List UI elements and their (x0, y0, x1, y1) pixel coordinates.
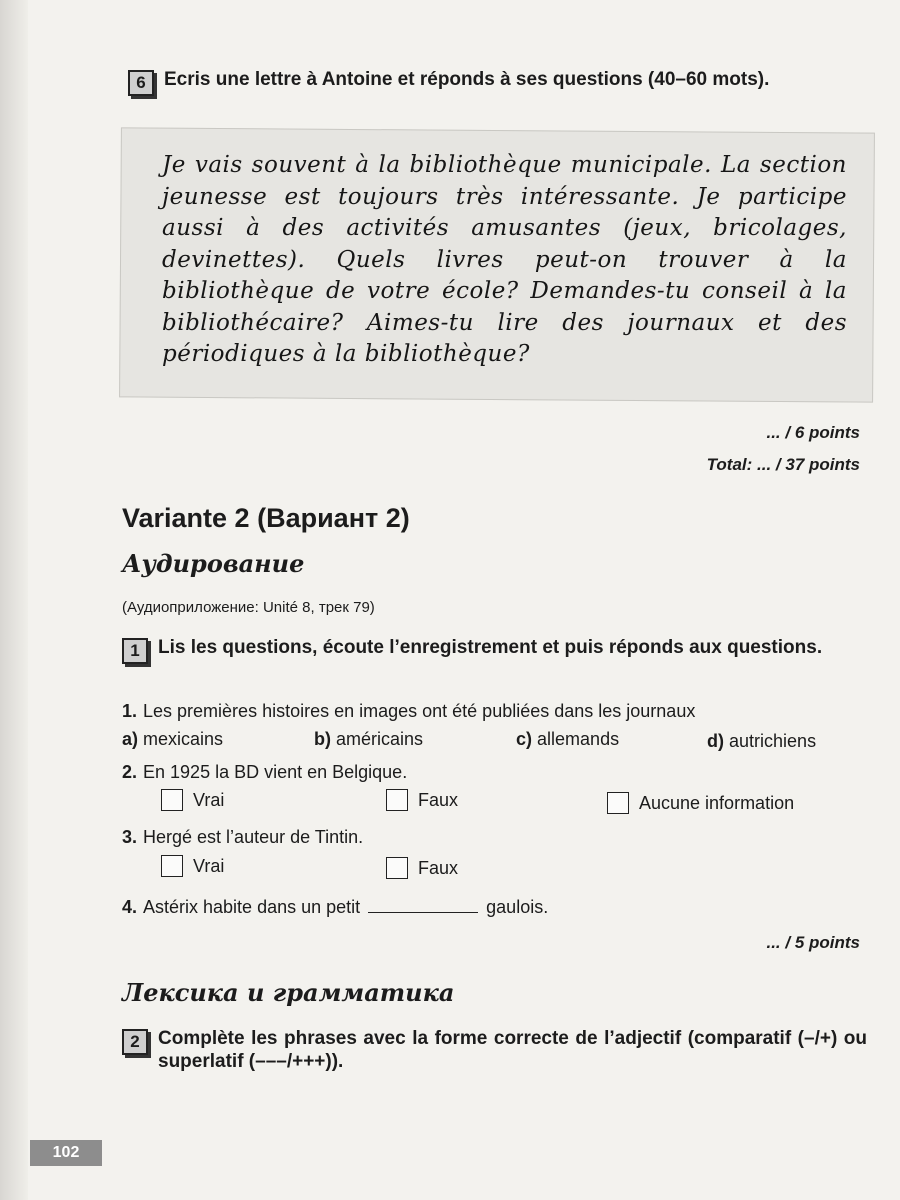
q2-choice-aucune-information[interactable]: Aucune information (607, 792, 794, 814)
question-4-text-after: gaulois. (486, 897, 549, 917)
task-number-6: 6 (128, 70, 154, 96)
q2-choice-vrai[interactable]: Vrai (161, 789, 224, 811)
task-1 (122, 636, 867, 664)
question-3 (122, 827, 363, 848)
task-2-instruction: Complète les phrases avec la forme correcte de l’adjectif (comparatif (–/+) ou superlatif (–––/+++)). (158, 1028, 867, 1072)
question-1-text: Les premières histoires en images ont été publiées dans les journaux (143, 701, 696, 721)
task-1-points: ... / 5 points (766, 933, 860, 952)
task-6-instruction: Ecris une lettre à Antoine et réponds à ses questions (40–60 mots). (164, 69, 770, 90)
total-points: Total: ... / 37 points (706, 455, 860, 474)
grammar-heading: Лексика и грамматика (122, 978, 455, 1007)
page-edge-shadow (0, 0, 28, 1200)
option-c: c) allemands (516, 729, 620, 749)
checkbox[interactable] (161, 855, 183, 877)
checkbox[interactable] (607, 792, 629, 814)
question-4-text-before: Astérix habite dans un petit (143, 897, 361, 917)
answer-blank[interactable] (368, 898, 478, 913)
checkbox[interactable] (161, 789, 183, 811)
option-d: d) autrichiens (707, 731, 817, 751)
question-3-number: 3. (122, 827, 138, 847)
task-number-1: 1 (122, 638, 148, 664)
task-number-2: 2 (122, 1029, 148, 1055)
option-b: b) américains (314, 729, 424, 749)
question-2-number: 2. (122, 762, 138, 782)
question-1 (122, 701, 695, 722)
checkbox[interactable] (386, 789, 408, 811)
question-4-number: 4. (122, 897, 138, 917)
letter-text: Je vais souvent à la bibliothèque municipale. La section jeunesse est toujours très intéressante. Je participe aussi à des activités amusantes (jeux, bricolages, devinettes). Quels livres peut-on trouver à la bibliothèque de votre école? Demandes-tu conseil à la bibliothécaire? Aimes-tu lire des journaux et des périodiques à la bibliothèque? (162, 152, 847, 367)
option-a: a) mexicains (122, 729, 224, 749)
variant-title: Variante 2 (Вариант 2) (122, 503, 410, 533)
question-2-text: En 1925 la BD vient en Belgique. (143, 762, 408, 782)
question-3-text: Hergé est l’auteur de Tintin. (143, 827, 364, 847)
task-6-points: ... / 6 points (766, 423, 860, 442)
q2-choice-faux[interactable]: Faux (386, 789, 458, 811)
question-4 (122, 897, 548, 918)
question-2 (122, 762, 407, 783)
audio-reference: (Аудиоприложение: Unité 8, трек 79) (122, 599, 375, 616)
task-2 (122, 1027, 867, 1073)
task-6 (128, 68, 870, 96)
q3-choice-faux[interactable]: Faux (386, 857, 458, 879)
page-number: 102 (30, 1140, 102, 1166)
listening-heading: Аудирование (122, 549, 305, 578)
checkbox[interactable] (386, 857, 408, 879)
q3-choice-vrai[interactable]: Vrai (161, 855, 224, 877)
task-1-instruction: Lis les questions, écoute l’enregistrement et puis réponds aux questions. (158, 637, 823, 658)
question-1-number: 1. (122, 701, 138, 721)
